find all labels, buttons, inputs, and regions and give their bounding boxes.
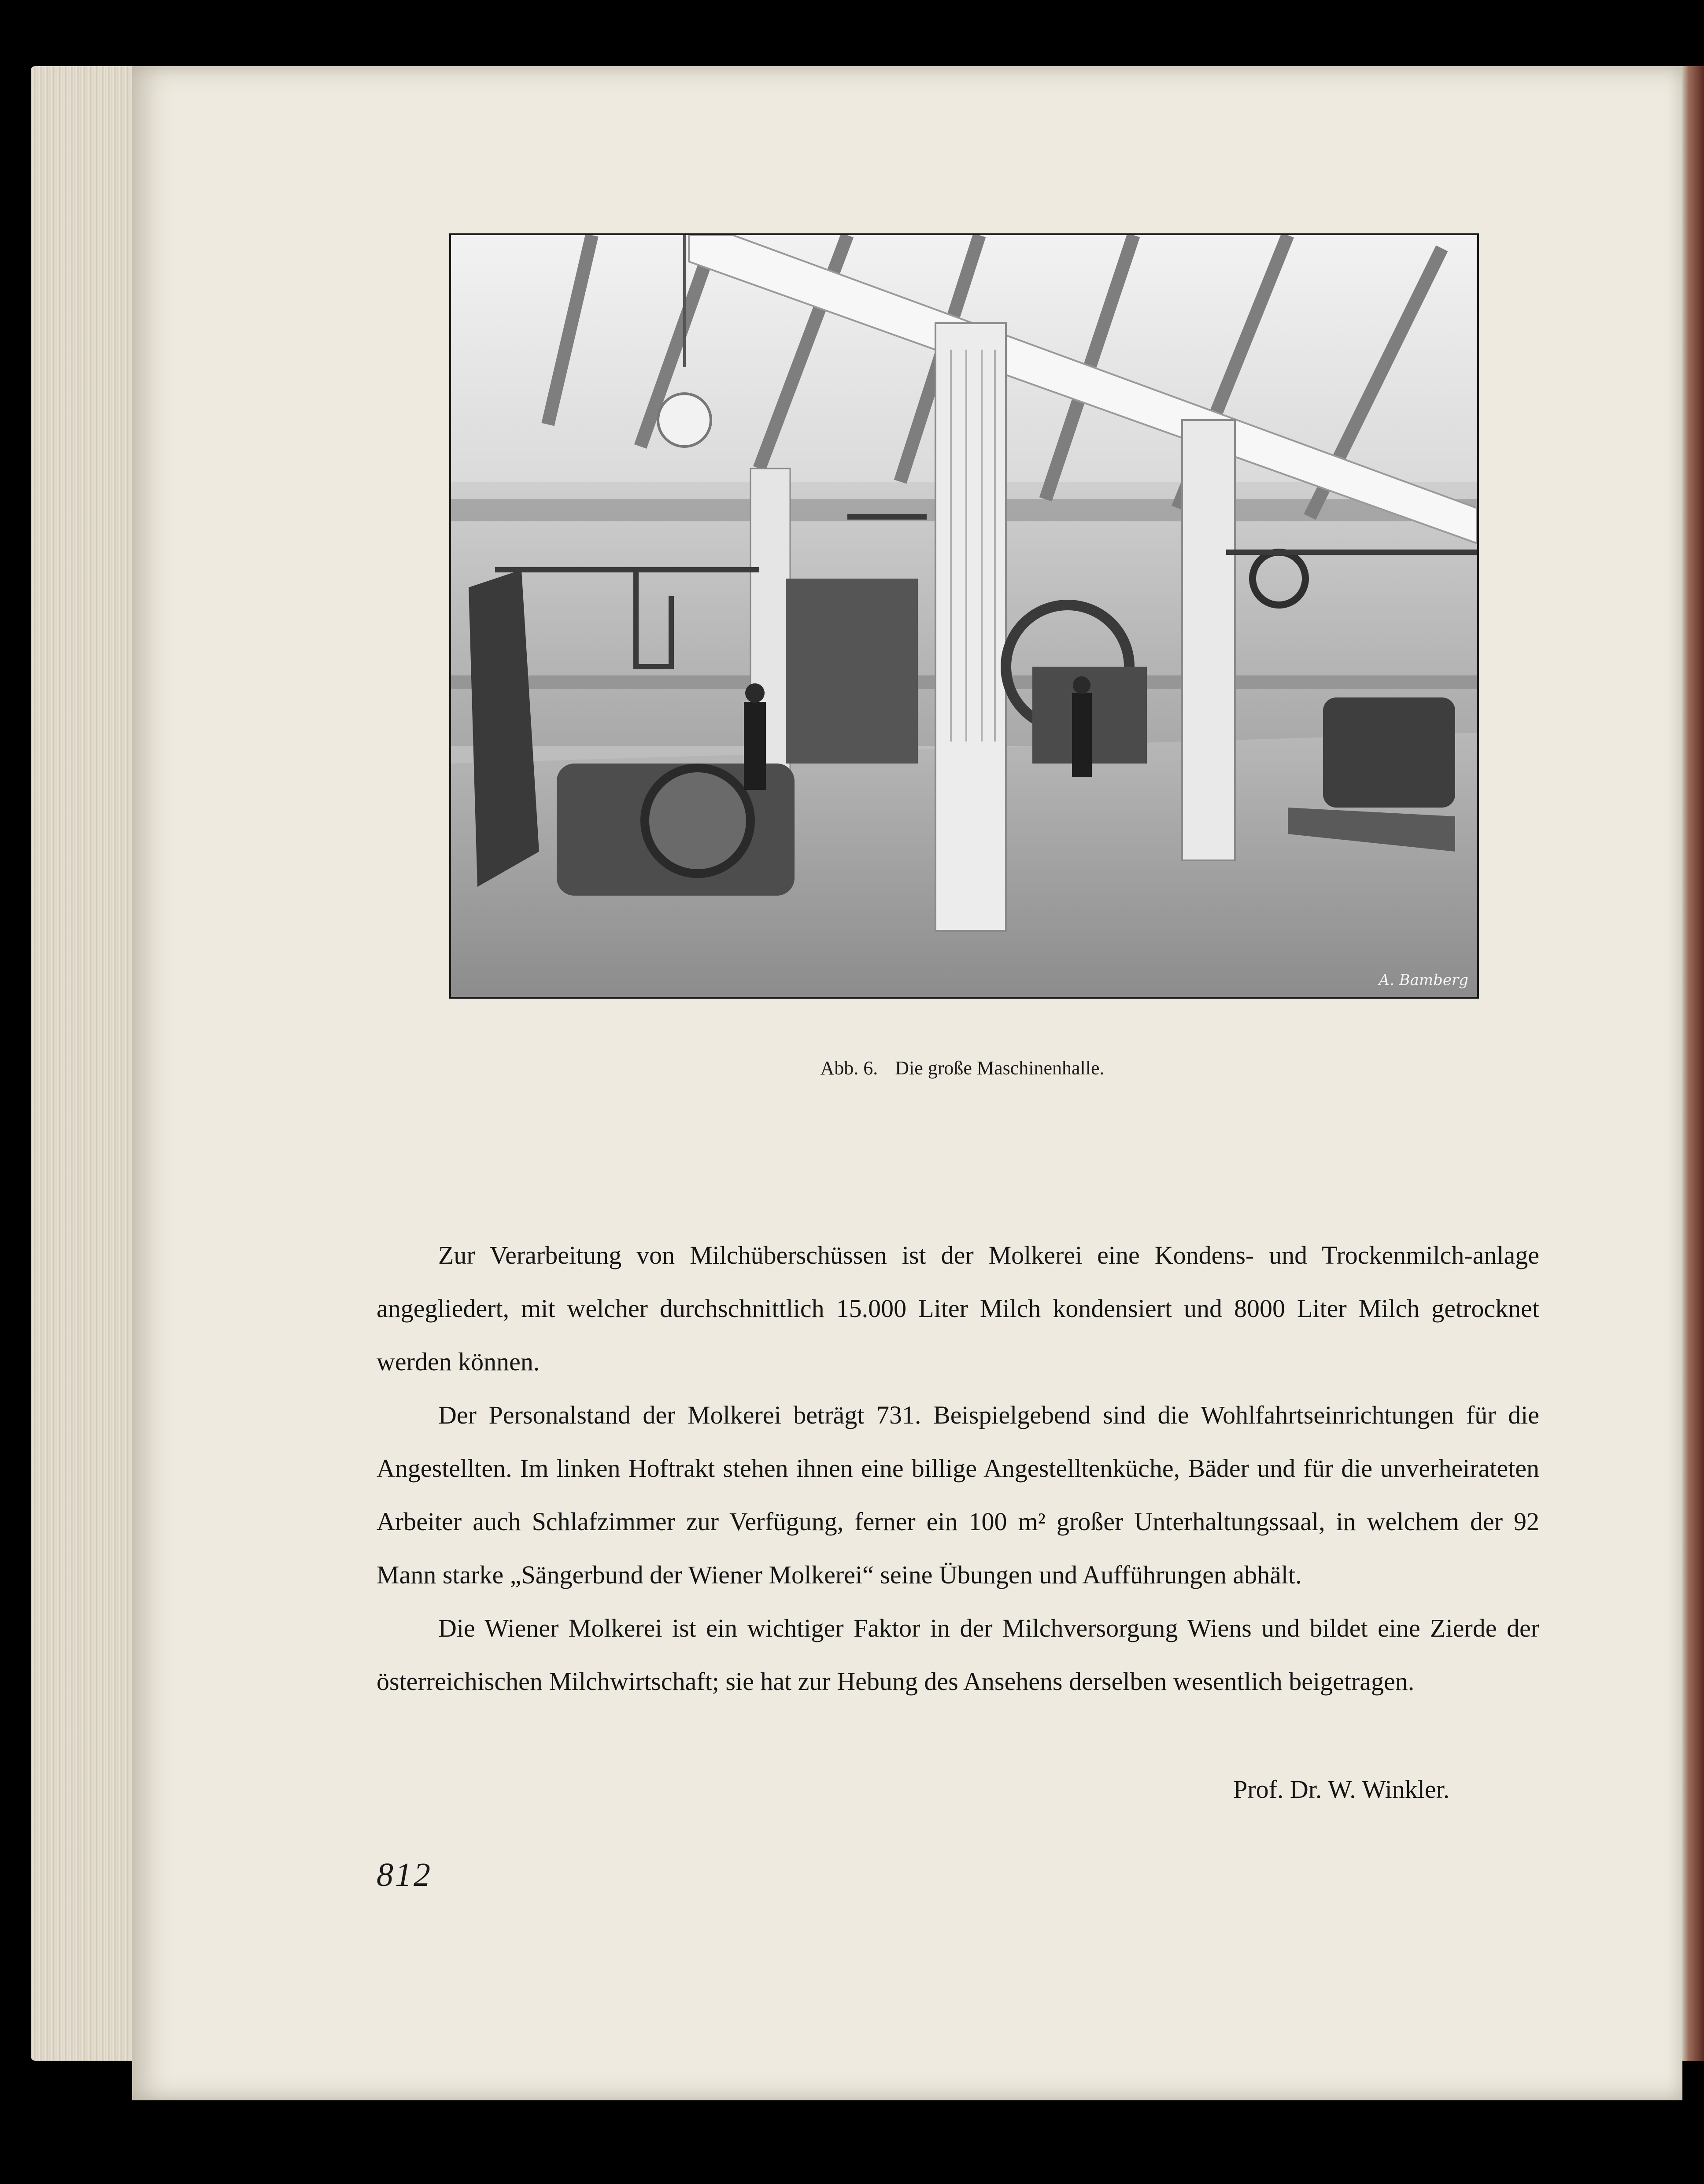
figure-caption [449, 1057, 1475, 1079]
caption-text: Die große Maschinenhalle. [895, 1057, 1105, 1079]
paragraph: Die Wiener Molkerei ist ein wichtiger Faktor in der Milchversorgung Wiens und bildet eine Zierde der österreichischen Milchwirtschaft; sie hat zur Hebung des Ansehens derselben wesentlich beigetragen. [377, 1614, 1539, 1696]
body-text [377, 1228, 1539, 1708]
paragraph: Zur Verarbeitung von Milchüberschüssen ist der Molkerei eine Kondens- und Trockenmilch-anlage angegliedert, mit welcher durchschnittlich 15.000 Liter Milch kondensiert und 8000 Liter Milch getrocknet werden können. [377, 1241, 1539, 1376]
page-number: 812 [377, 1856, 432, 1893]
author-signature: Prof. Dr. W. Winkler. [1233, 1775, 1450, 1804]
page-edges-right [1682, 66, 1704, 2061]
paragraph: Der Personalstand der Molkerei beträgt 731. Beispielgebend sind die Wohlfahrtseinrichtungen für die Angestellten. Im linken Hoftrakt stehen ihnen eine billige Angestelltenküche, Bäder und für die unverheirateten Arbeiter auch Schlafzimmer zur Verfügung, ferner ein 100 m² großer Unterhaltungssaal, in welchem der 92 Mann starke „Sängerbund der Wiener Molkerei“ seine Übungen und Aufführungen abhält. [377, 1401, 1539, 1589]
machine-hall-photo [449, 233, 1479, 999]
photographer-signature: A. Bamberg [1379, 971, 1468, 989]
caption-number: Abb. 6. [820, 1057, 878, 1079]
